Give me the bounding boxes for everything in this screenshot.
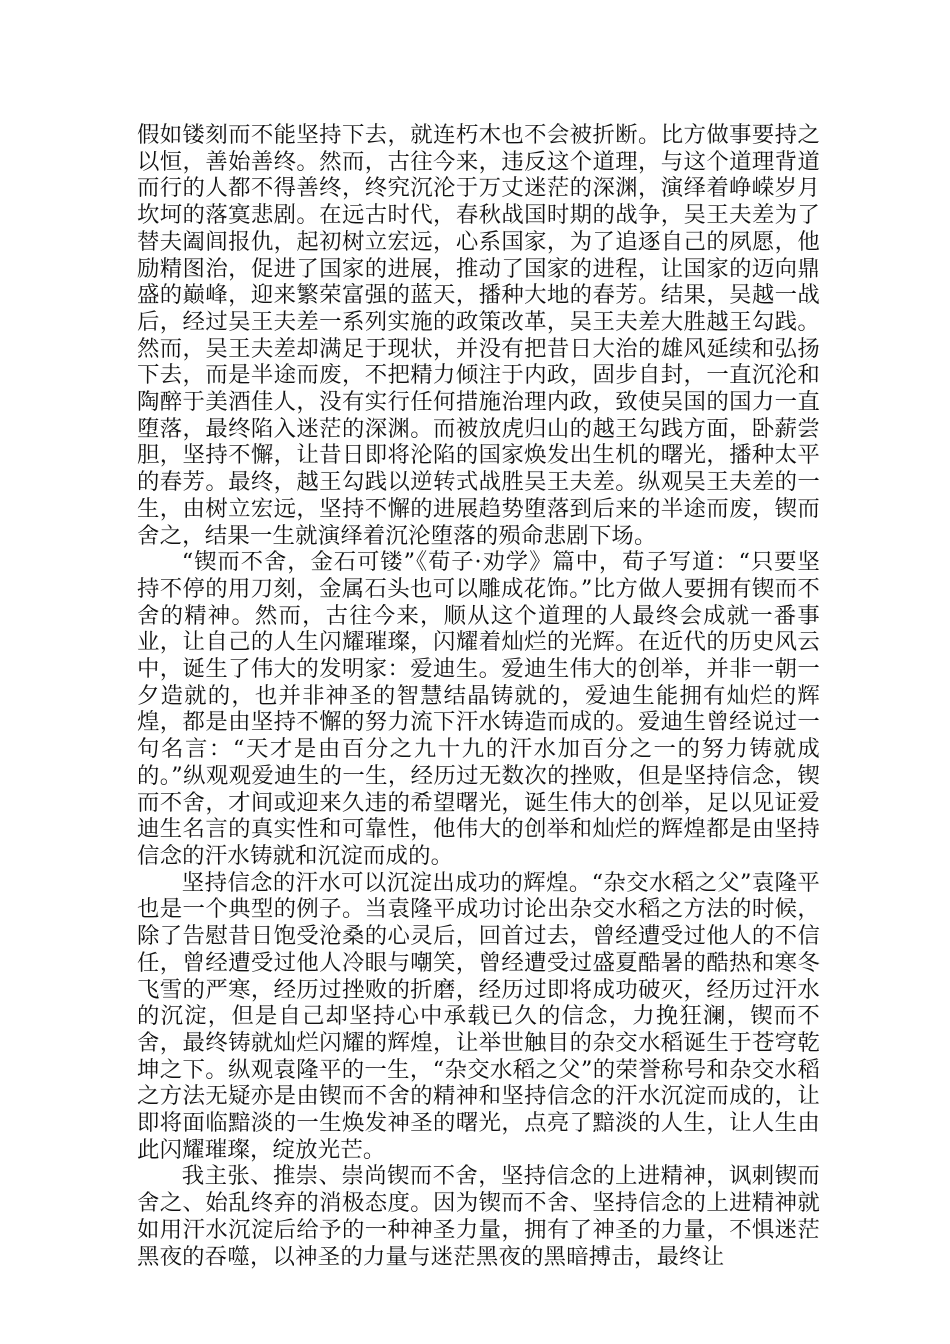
paragraph-4: 我主张、推崇、崇尚锲而不舍，坚持信念的上进精神，讽刺锲而舍之、始乱终弃的消极态度。因为锲而不舍、坚持信念的上进精神就如用汗水沉淀后给予的一种神圣力量，拥有了神圣的力量，不惧迷茫黑夜的吞噬，以神圣的力量与迷茫黑夜的黑暗搏击，最终让 [137, 1163, 820, 1270]
paragraph-1: 假如镂刻而不能坚持下去，就连朽木也不会被折断。比方做事要持之以恒，善始善终。然而，古往今来，违反这个道理，与这个道理背道而行的人都不得善终，终究沉沦于万丈迷茫的深渊，演绎着峥嵘岁月坎坷的落寞悲剧。在远古时代，春秋战国时期的战争，吴王夫差为了替夫阖闾报仇，起初树立宏远，心系国家，为了追逐自己的夙愿，他励精图治，促进了国家的进展，推动了国家的进程，让国家的迈向鼎盛的巅峰，迎来繁荣富强的蓝天，播种大地的春芳。结果，吴越一战后，经过吴王夫差一系列实施的政策改革，吴王夫差大胜越王勾践。然而，吴王夫差却满足于现状，并没有把昔日大治的雄风延续和弘扬下去，而是半途而废，不把精力倾注于内政，固步自封，一直沉沦和陶醉于美酒佳人，没有实行任何措施治理内政，致使吴国的国力一直堕落，最终陷入迷茫的深渊。而被放虎归山的越王勾践方面，卧薪尝胆，坚持不懈，让昔日即将沦陷的国家焕发出生机的曙光，播种太平的春芳。最终，越王勾践以逆转式战胜吴王夫差。纵观吴王夫差的一生，由树立宏远，坚持不懈的进展趋势堕落到后来的半途而废，锲而舍之，结果一生就演绎着沉沦堕落的殒命悲剧下场。 [137, 122, 820, 549]
paragraph-2: “锲而不舍，金石可镂”《荀子·劝学》篇中，荀子写道：“只要坚持不停的用刀刻，金属石头也可以雕成花饰。”比方做人要拥有锲而不舍的精神。然而，古往今来，顺从这个道理的人最终会成就一番事业，让自己的人生闪耀璀璨，闪耀着灿烂的光辉。在近代的历史风云中，诞生了伟大的发明家：爱迪生。爱迪生伟大的创举，并非一朝一夕造就的，也并非神圣的智慧结晶铸就的，爱迪生能拥有灿烂的辉煌，都是由坚持不懈的努力流下汗水铸造而成的。爱迪生曾经说过一句名言：“天才是由百分之九十九的汗水加百分之一的努力铸就成的。”纵观观爱迪生的一生，经历过无数次的挫败，但是坚持信念，锲而不舍，才间或迎来久违的希望曙光，诞生伟大的创举，足以见证爱迪生名言的真实性和可靠性，他伟大的创举和灿烂的辉煌都是由坚持信念的汗水铸就和沉淀而成的。 [137, 549, 820, 869]
essay-body [137, 122, 820, 1270]
paragraph-3: 坚持信念的汗水可以沉淀出成功的辉煌。“杂交水稻之父”袁隆平也是一个典型的例子。当袁隆平成功讨论出杂交水稻之方法的时候，除了告慰昔日饱受沧桑的心灵后，回首过去，曾经遭受过他人的不信任，曾经遭受过他人冷眼与嘲笑，曾经遭受过盛夏酷暑的酷热和寒冬飞雪的严寒，经历过挫败的折磨，经历过即将成功破灭，经历过汗水的沉淀，但是自己却坚持心中承载已久的信念，力挽狂澜，锲而不舍，最终铸就灿烂闪耀的辉煌，让举世触目的杂交水稻诞生于苍穹乾坤之下。纵观袁隆平的一生，“杂交水稻之父”的荣誉称号和杂交水稻之方法无疑亦是由锲而不舍的精神和坚持信念的汗水沉淀而成的，让即将面临黯淡的一生焕发神圣的曙光，点亮了黯淡的人生，让人生由此闪耀璀璨，绽放光芒。 [137, 869, 820, 1163]
